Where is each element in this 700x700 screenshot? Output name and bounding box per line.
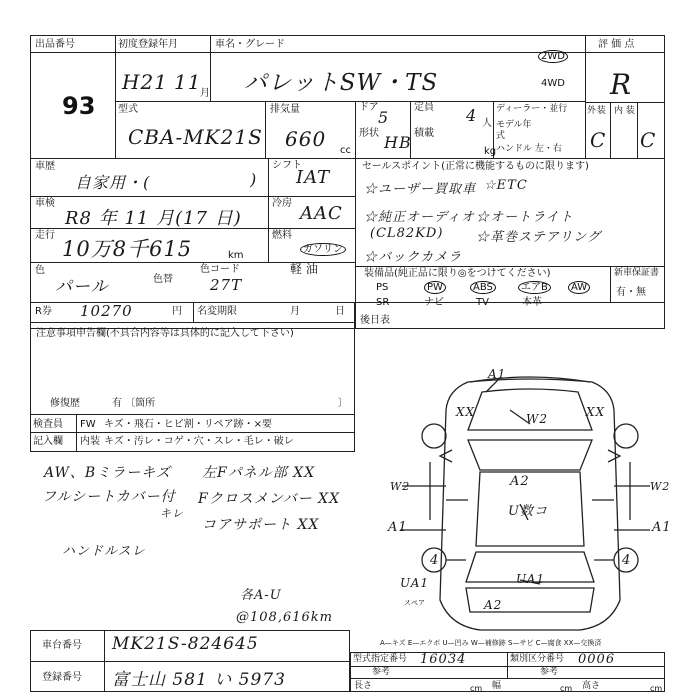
load-label: 積載 xyxy=(414,128,434,139)
recycle-label: R券 xyxy=(35,306,52,317)
handwritten-note: ハンドルスレ xyxy=(62,544,146,559)
interior-items: キズ・汚レ・コゲ・穴・スレ・毛レ・破レ xyxy=(104,436,294,447)
inspection-label: 車検 xyxy=(35,198,55,209)
color-code-label: 色コード xyxy=(200,264,240,275)
handwritten-note: 左Fパネル部 XX xyxy=(202,465,316,481)
interior-items-label: 内装 xyxy=(80,436,100,447)
mileage-label: 走行 xyxy=(35,230,55,241)
category-label: 類別区分番号 xyxy=(510,654,565,664)
damage-mark: XX xyxy=(456,405,476,419)
warranty-label: 新車保証書 xyxy=(614,268,660,278)
damage-mark: A1 xyxy=(388,520,408,535)
equipment-abs: ABS xyxy=(470,281,496,294)
km-unit: km xyxy=(228,250,244,261)
sales-point: ☆純正オーディオ xyxy=(364,210,475,225)
day-label: 日 xyxy=(335,306,345,317)
grade-value: R xyxy=(610,68,633,101)
interior-value: C xyxy=(640,128,657,152)
fuel-diesel: 軽 油 xyxy=(290,262,318,276)
handle-label: ハンドル 左・右 xyxy=(496,144,562,154)
equipment-title: 装備品(純正品に限り◎をつけてください) xyxy=(364,268,551,279)
damage-mark: A1 xyxy=(488,367,507,381)
car-name-label: 車名・グレード xyxy=(215,39,285,50)
cc-unit: cc xyxy=(340,145,351,156)
type-designation-number: 16034 xyxy=(420,652,467,667)
repair-history-close: 〕 xyxy=(338,398,348,409)
shape-value: HB xyxy=(384,133,412,152)
chassis-number-label: 車台番号 xyxy=(42,640,82,651)
dealer-label: ディーラー・並行 xyxy=(496,104,568,114)
repair-history-label: 修復歴 xyxy=(50,398,80,409)
equipment-airbag: エアB xyxy=(518,281,551,294)
shift-label: シフト xyxy=(272,160,302,171)
type-value: CBA-MK21S xyxy=(128,125,263,149)
handwritten-note: フルシートカバー付 xyxy=(42,489,176,505)
color-label: 色 xyxy=(35,265,45,276)
handwritten-note: キレ xyxy=(160,507,184,520)
sales-point: ☆ユーザー買取車 xyxy=(364,182,477,197)
exterior-value: C xyxy=(590,128,607,152)
displacement-value: 660 xyxy=(285,127,327,151)
entry-label: 記入欄 xyxy=(33,436,63,447)
height-label: 高さ xyxy=(582,681,601,691)
equipment-pw: PW xyxy=(424,281,446,294)
sales-point-title: セールスポイント(正常に機能するものに限ります) xyxy=(362,161,589,172)
cm-unit: cm xyxy=(560,684,573,693)
damage-mark: W2 xyxy=(390,480,411,493)
sales-point: (CL82KD) xyxy=(370,226,444,241)
length-label: 長さ xyxy=(354,681,373,691)
fw-items: キズ・飛石・ヒビ割・リペア跡・×要 xyxy=(104,419,272,430)
handwritten-note: コアサポート XX xyxy=(202,517,320,533)
shape-label: 形状 xyxy=(359,128,379,139)
kg-unit: kg xyxy=(484,146,497,157)
damage-mark: A2 xyxy=(510,474,530,489)
recolor-label: 色替 xyxy=(153,274,173,285)
month-unit: 月 xyxy=(200,88,210,99)
usage-close: ) xyxy=(250,170,258,189)
equipment-ps: PS xyxy=(376,282,389,293)
cm-unit: cm xyxy=(470,684,483,693)
damage-legend: A—キズ E—エクボ U—凹み W—補修跡 S—サビ C—腐食 XX—交換済 xyxy=(380,639,602,647)
equipment-tv: TV xyxy=(476,297,489,308)
doors-label: ドア xyxy=(359,102,379,113)
sales-point: ☆バックカメラ xyxy=(364,250,463,265)
notes-title: 注意事項申告欄(不具合内容等は具体的に記入して下さい) xyxy=(36,328,294,339)
type-designation-label: 型式指定番号 xyxy=(353,654,408,664)
equipment-aw: AW xyxy=(568,281,590,294)
damage-mark: UA1 xyxy=(400,576,430,590)
usage-label: 車歴 xyxy=(35,161,55,172)
later-label: 後日表 xyxy=(360,315,390,326)
grade-label: 評 価 点 xyxy=(598,39,635,50)
equipment-leather: 本革 xyxy=(522,297,542,308)
damage-mark: U数コ xyxy=(508,504,548,519)
repair-history-value: 有 〔箇所 xyxy=(112,398,156,409)
recycle-value: 10270 xyxy=(80,302,133,320)
sales-point: ☆ETC xyxy=(484,178,528,193)
displacement-label: 排気量 xyxy=(270,104,300,115)
handwritten-note: 各A-U xyxy=(240,588,282,603)
model-year-label: モデル年式 xyxy=(496,120,532,141)
warranty-value: 有・無 xyxy=(616,287,646,298)
car-name-grade: パレットSW・TS xyxy=(244,70,439,96)
damage-mark: W2 xyxy=(650,480,671,493)
handwritten-note: Fクロスメンバー XX xyxy=(198,491,341,507)
usage-value: 自家用・( xyxy=(75,173,151,192)
equipment-navi: ナビ xyxy=(424,297,444,308)
reference-label: 参考 xyxy=(372,667,391,677)
fuel-label: 燃料 xyxy=(272,230,292,241)
damage-mark: UA1 xyxy=(516,572,546,586)
capacity-value: 4 xyxy=(466,106,478,125)
lot-number-label: 出品番号 xyxy=(35,39,75,50)
person-unit: 人 xyxy=(482,118,492,129)
first-registration-year: H21 xyxy=(122,70,168,94)
mileage-value: 10万8千615 xyxy=(62,237,193,261)
type-label: 型式 xyxy=(118,104,138,115)
chassis-number: MK21S-824645 xyxy=(112,634,259,654)
month-label: 月 xyxy=(290,306,300,317)
inspector-label: 検査員 xyxy=(33,419,63,430)
first-registration-label: 初度登録年月 xyxy=(118,39,178,50)
spare-tire-label: スペア xyxy=(404,599,425,607)
yen-unit: 円 xyxy=(172,306,182,317)
cm-unit: cm xyxy=(650,684,663,693)
inspection-value: R8 年 11 月(17 日) xyxy=(65,208,242,229)
damage-mark: A2 xyxy=(484,598,503,612)
first-registration-month: 11 xyxy=(174,70,202,94)
registration-number-label: 登録番号 xyxy=(42,672,82,683)
damage-mark: XX xyxy=(586,405,606,419)
exterior-label: 外 装 xyxy=(587,106,605,116)
registration-number: 富士山 581 い 5973 xyxy=(112,670,286,690)
fuel-gasoline: ガソリン xyxy=(300,243,346,256)
capacity-label: 定員 xyxy=(414,102,434,113)
fw-label: FW xyxy=(80,419,96,430)
shift-value: IAT xyxy=(296,167,331,188)
reference-label: 参考 xyxy=(540,667,559,677)
interior-label: 内 装 xyxy=(614,106,635,116)
color-value: パール xyxy=(55,277,109,297)
damage-mark: 4 xyxy=(622,553,632,568)
ac-label: 冷房 xyxy=(272,198,292,209)
name-change-label: 名変期限 xyxy=(197,306,237,317)
sales-point: ☆オートライト xyxy=(476,210,574,225)
handwritten-note: @108,616km xyxy=(236,610,333,625)
drive-2wd: 2WD xyxy=(538,50,568,63)
ac-value: AAC xyxy=(300,203,343,224)
sales-point: ☆革巻ステアリング xyxy=(476,230,601,245)
color-code-value: 27T xyxy=(210,276,243,294)
handwritten-note: AW、Bミラーキズ xyxy=(44,465,171,481)
category-number: 0006 xyxy=(578,652,616,667)
doors-value: 5 xyxy=(378,108,390,127)
damage-mark: 4 xyxy=(430,553,440,568)
drive-4wd: 4WD xyxy=(541,78,565,89)
equipment-sr: SR xyxy=(376,297,390,308)
damage-mark: A1 xyxy=(652,520,672,535)
lot-number: 93 xyxy=(62,92,96,120)
width-label: 幅 xyxy=(492,681,502,691)
damage-mark: W2 xyxy=(526,412,548,426)
